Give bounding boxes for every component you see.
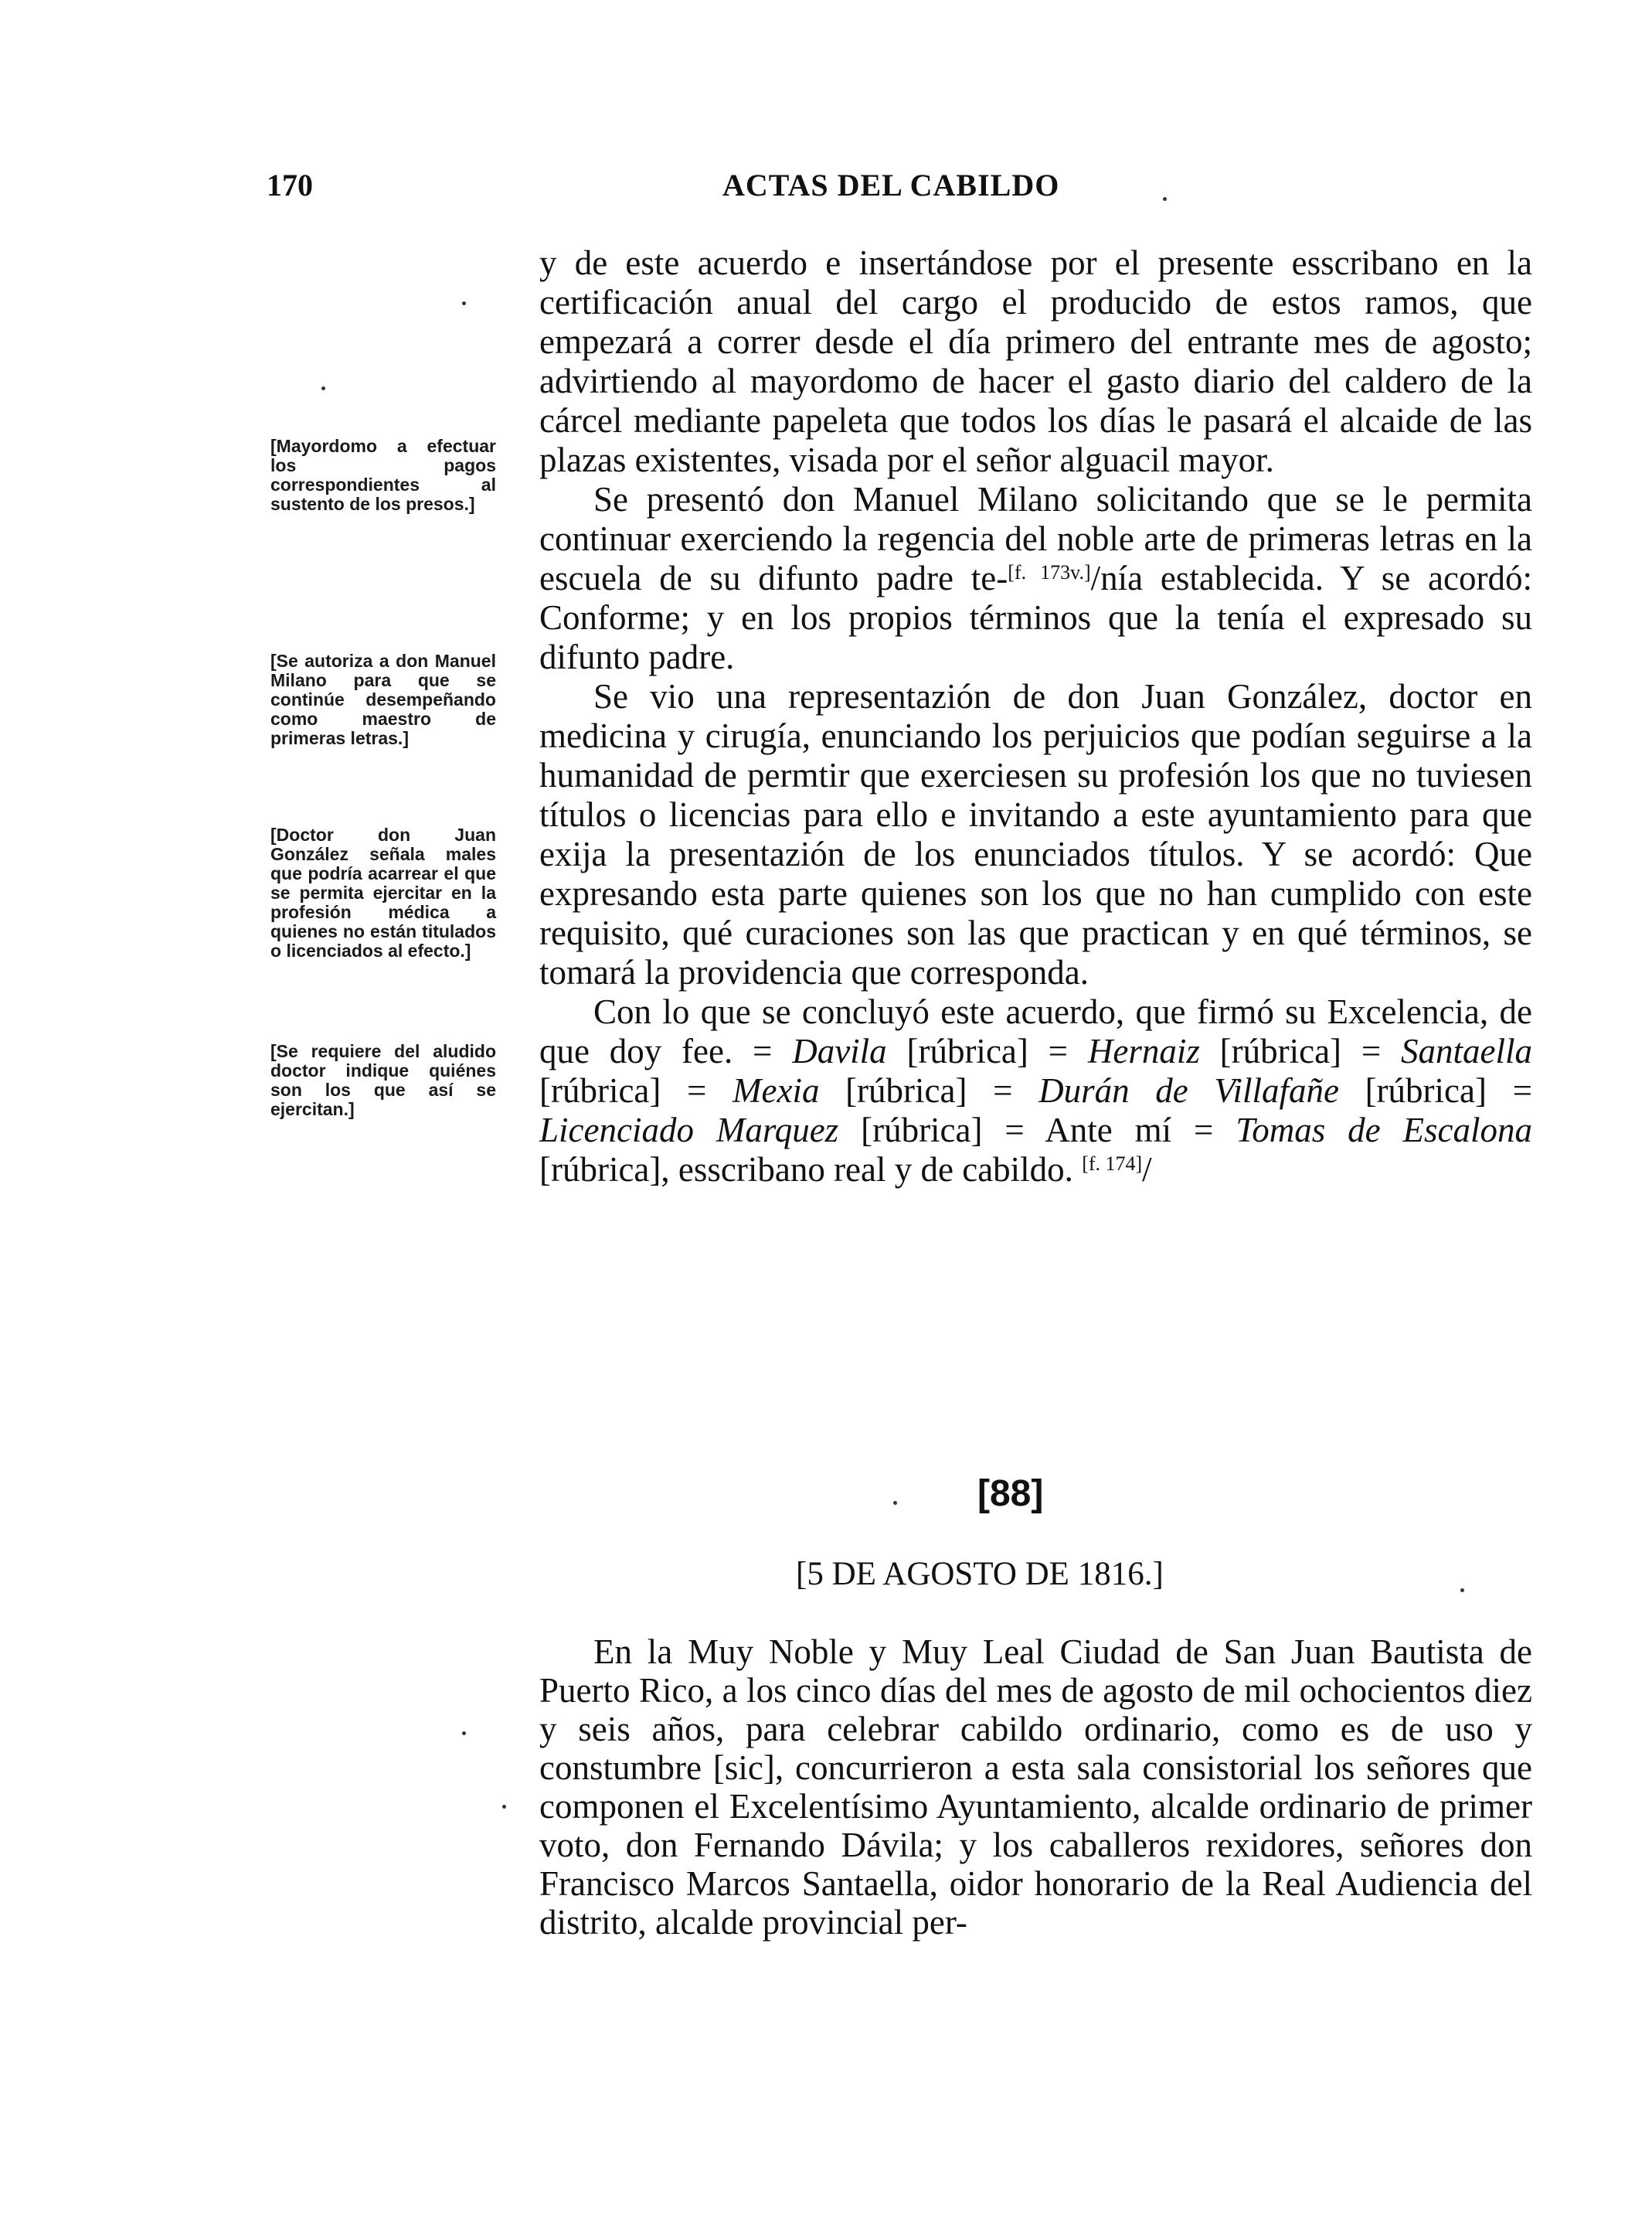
margin-note-mayordomo: [Mayordomo a efectuar los pagos correspondientes al sustento de los presos.] <box>270 436 496 514</box>
speck <box>321 386 325 390</box>
signature-duran: Durán de Villafañe <box>1038 1071 1339 1110</box>
section-date: [5 DE AGOSTO DE 1816.] <box>796 1556 1164 1592</box>
paragraph-closing <box>539 992 1532 1190</box>
signature-mexia: Mexia <box>733 1071 820 1110</box>
paragraph-continuation: y de este acuerdo e insertándose por el presente esscribano en la certificación anual del cargo el producido de estos ramos, que empezará a correr desde el día primero del entrante mes de agosto; advirtiendo al mayordomo de hacer el gasto diario del caldero de la cárcel mediante papeleta que todos los días le pasará el alcaide de las plazas existentes, visada por el señor alguacil mayor. <box>539 243 1532 479</box>
main-text-lower <box>539 1632 1532 1942</box>
speck <box>1163 197 1167 201</box>
main-text-upper <box>539 243 1532 1190</box>
margin-note-milano: [Se autoriza a don Manuel Milano para que se continúe desempeñando como maestro de primeras letras.] <box>270 651 496 748</box>
signature-davila: Davila <box>792 1032 887 1070</box>
signature-escalona: Tomas de Escalona <box>1236 1111 1532 1149</box>
folio-marker-173v: [f. 173v.] <box>1008 561 1091 584</box>
section-number: [88] <box>977 1473 1044 1514</box>
folio-marker-174: [f. 174] <box>1082 1152 1143 1175</box>
paragraph-milano-b: /nía establecida. Y se acordó: Conforme; y en los propios términos que la tenía el expresado su difunto padre. <box>539 559 1532 676</box>
margin-note-gonzalez: [Doctor don Juan González señala males que podría acarrear el que se permita ejercitar en la profesión médica a quienes no están titulados o licenciados al efecto.] <box>270 825 496 961</box>
rubrica-1: [rúbrica] = <box>886 1032 1088 1070</box>
closing-end: [rúbrica], esscribano real y de cabildo. <box>539 1150 1083 1189</box>
rubrica-2: [rúbrica] = <box>1199 1032 1401 1070</box>
speck <box>462 301 466 305</box>
paragraph-milano-a: Se presentó don Manuel Milano solicitando que se le permita continuar exerciendo la regencia del noble arte de primeras letras en la escuela de su difunto padre te- <box>539 480 1532 597</box>
closing-slash: / <box>1142 1150 1152 1189</box>
paragraph-gonzalez: Se vio una representazión de don Juan González, doctor en medicina y cirugía, enunciando los perjuicios que podían seguirse a la humanidad de permtir que exerciesen su profesión los que no tuviesen títulos o licencias para ello e invitando a este ayuntamiento para que exija la presentazión de los enunciados títulos. Y se acordó: Que expresando esta parte quienes son los que no han cumplido con este requisito, qué curaciones son las que practican y en qué términos, se tomará la providencia que corresponda. <box>539 677 1532 992</box>
rubrica-3: [rúbrica] = <box>539 1071 733 1110</box>
page-number: 170 <box>267 168 313 203</box>
speck <box>893 1501 897 1505</box>
signature-marquez: Licenciado Marquez <box>539 1111 839 1149</box>
rubrica-5: [rúbrica] = <box>1338 1071 1532 1110</box>
speck <box>502 1805 506 1809</box>
rubrica-4: [rúbrica] = <box>819 1071 1039 1110</box>
speck <box>1460 1588 1464 1592</box>
signature-hernaiz: Hernaiz <box>1087 1032 1200 1070</box>
rubrica-6: [rúbrica] = Ante mí = <box>838 1111 1236 1149</box>
margin-note-requiere: [Se requiere del aludido doctor indique quiénes son los que así se ejercitan.] <box>270 1041 496 1119</box>
closing-text: Con lo que se concluyó este acuerdo, que firmó su Excelencia, de que doy fee. = <box>539 992 1532 1070</box>
signature-santaella: Santaella <box>1401 1032 1532 1070</box>
paragraph-new-session: En la Muy Noble y Muy Leal Ciudad de San Juan Bautista de Puerto Rico, a los cinco días del mes de agosto de mil ochocientos diez y seis años, para celebrar cabildo ordinario, como es de uso y constumbre [sic], concurrieron a esta sala consistorial los señores que componen el Excelentísimo Ayuntamiento, alcalde ordinario de primer voto, don Fernando Dávila; y los caballeros rexidores, señores don Francisco Marcos Santaella, oidor honorario de la Real Audiencia del distrito, alcalde provincial per- <box>539 1632 1532 1942</box>
running-title: ACTAS DEL CABILDO <box>722 168 1060 203</box>
paragraph-milano <box>539 480 1532 677</box>
speck <box>462 1731 466 1735</box>
